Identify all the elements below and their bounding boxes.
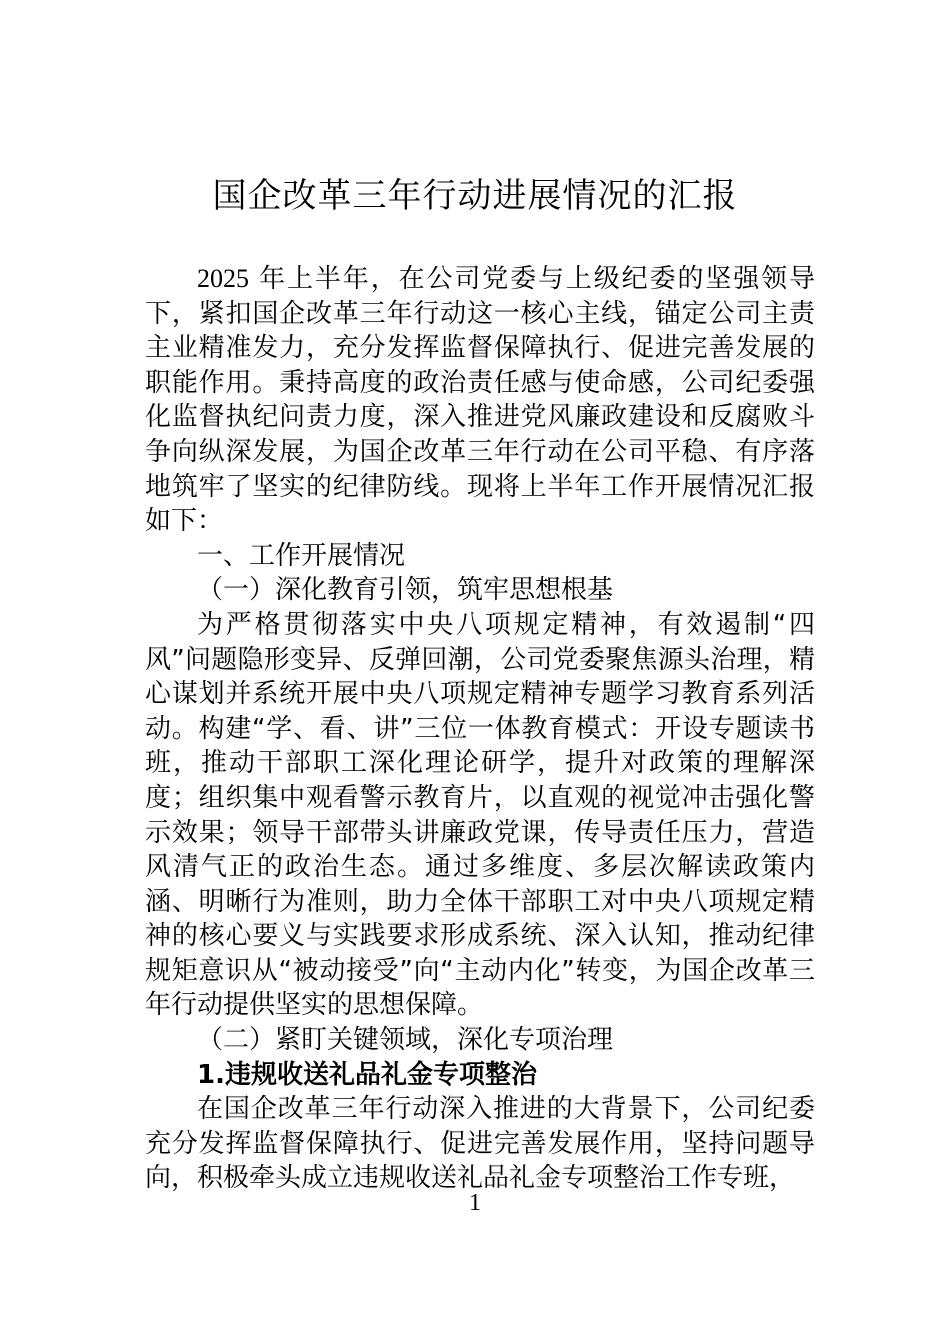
intro-year: 2025 — [197, 264, 249, 293]
document-body — [145, 262, 815, 1196]
intro-paragraph — [145, 262, 815, 539]
page-number: 1 — [469, 1190, 481, 1216]
education-paragraph: 为严格贯彻落实中央八项规定精神，有效遏制“四风”问题隐形变异、反弹回潮，公司党委聚焦源头治理，精心谋划并系统开展中央八项规定精神专题学习教育系列活动。构建“学、看、讲”三位一体教育模式：开设专题读书班，推动干部职工深化理论研学，提升对政策的理解深度；组织集中观看警示教育片，以直观的视觉冲击强化警示效果；领导干部带头讲廉政党课，传导责任压力，营造风清气正的政治生态。通过多维度、多层次解读政策内涵、明晰行为准则，助力全体干部职工对中央八项规定精神的核心要义与实践要求形成系统、深入认知，推动纪律规矩意识从“被动接受”向“主动内化”转变，为国企改革三年行动提供坚实的思想保障。 — [145, 609, 815, 1021]
subsection-heading-governance: （二）紧盯关键领域，深化专项治理 — [197, 1025, 614, 1056]
gifts-paragraph: 在国企改革三年行动深入推进的大背景下，公司纪委充分发挥监督保障执行、促进完善发展作用，坚持问题导向，积极牵头成立违规收送礼品礼金专项整治工作专班， — [145, 1094, 815, 1194]
section-heading-work-status: 一、工作开展情况 — [197, 540, 406, 571]
intro-text: 年上半年，在公司党委与上级纪委的坚强领导下，紧扣国企改革三年行动这一核心主线，锚定公司主责主业精准发力，充分发挥监督保障执行、促进完善发展的职能作用。秉持高度的政治责任感与使命感，公司纪委强化监督执纪问责力度，深入推进党风廉政建设和反腐败斗争向纵深发展，为国企改革三年行动在公司平稳、有序落地筑牢了坚实的纪律防线。现将上半年工作开展情况汇报如下： — [145, 264, 815, 537]
document-title: 国企改革三年行动进展情况的汇报 — [212, 176, 738, 216]
item-heading-gifts: 1.违规收送礼品礼金专项整治 — [197, 1059, 537, 1090]
subsection-heading-education: （一）深化教育引领，筑牢思想根基 — [197, 575, 614, 606]
